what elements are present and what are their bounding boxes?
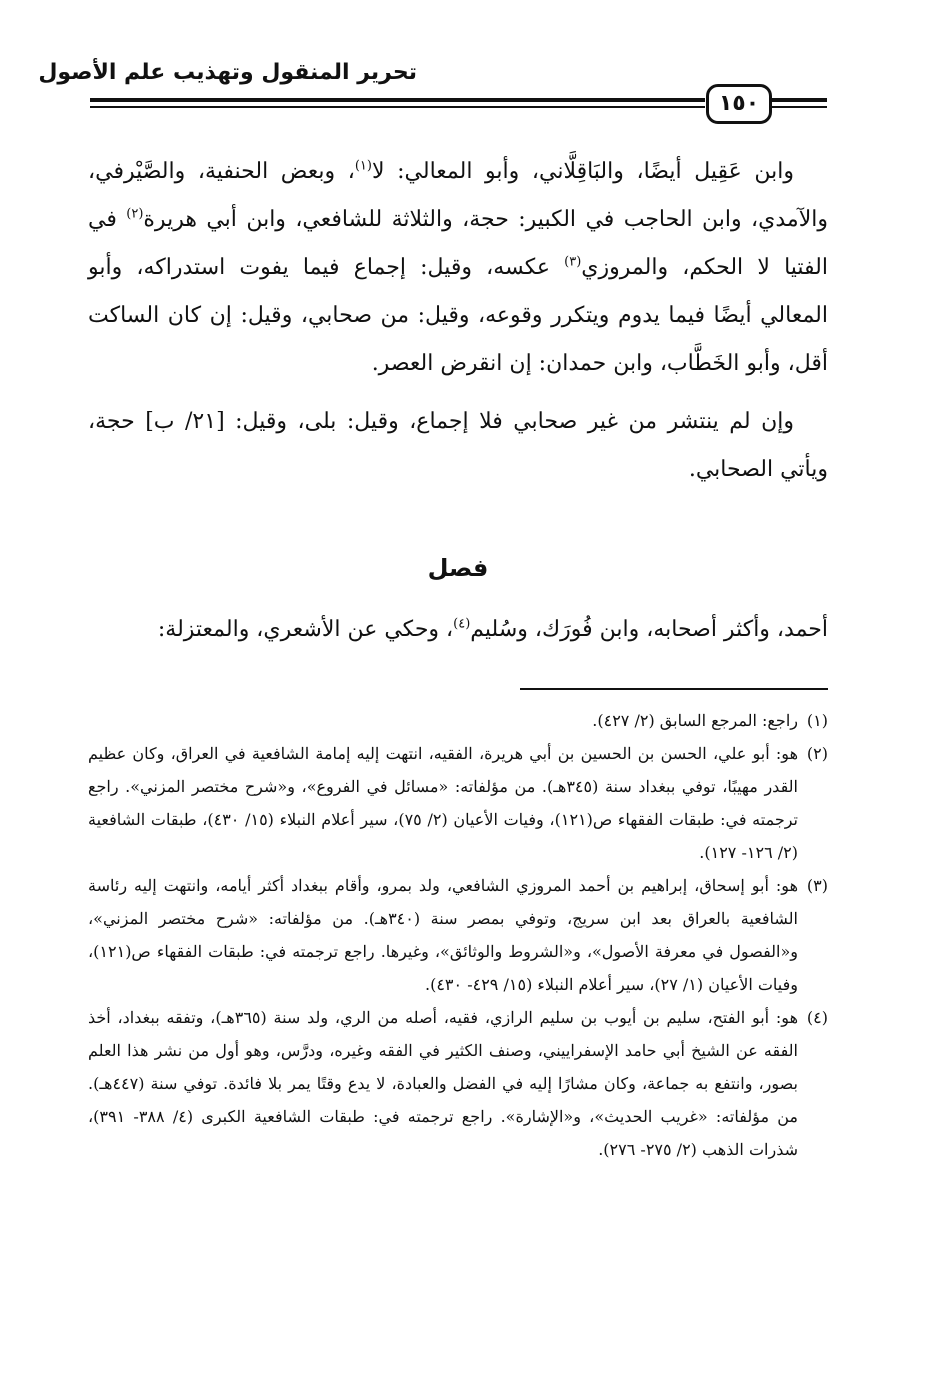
footnote-number: (٣) — [806, 876, 828, 895]
footnote-text: راجع: المرجع السابق (٢/ ٤٢٧). — [592, 711, 798, 730]
footnote-4 — [88, 1001, 828, 1166]
header-rule-right-thick — [770, 98, 827, 102]
page-number: ١٥٠ — [706, 84, 772, 124]
footnote-number: (٢) — [806, 744, 828, 763]
text-segment: في الفتيا لا الحكم، والمروزي — [88, 207, 828, 280]
paragraph-2 — [88, 398, 828, 494]
footnote-3 — [88, 869, 828, 1001]
footnote-2 — [88, 737, 828, 869]
footnote-text: هو: أبو إسحاق، إبراهيم بن أحمد المروزي الشافعي، ولد بمرو، وأقام ببغداد أكثر أيامه، وانتهت إليه رئاسة الشافعية بالعراق بعد ابن سريج، وتوفي بمصر سنة (٣٤٠هـ). من مؤلفاته: «شرح مختصر المزني»، و«الفصول في معرفة الأصول»، و«الشروط والوثائق»، وغيرها. راجع ترجمته في: طبقات الفقهاء ص(١٢١)، وفيات الأعيان (١/ ٢٧)، سير أعلام النبلاء (١٥/ ٤٢٩- ٤٣٠). — [88, 876, 798, 994]
footnote-separator — [520, 688, 828, 690]
footnote-text: هو: أبو علي، الحسن بن الحسين بن أبي هريرة، الفقيه، انتهت إليه إمامة الشافعية في العراق، وكان عظيم القدر مهيبًا، توفي ببغداد سنة (٣٤٥هـ). من مؤلفاته: «مسائل في الفروع»، و«شرح مختصر المزني». راجع ترجمته في: طبقات الفقهاء ص(١٢١)، وفيات الأعيان (٢/ ٧٥)، سير أعلام النبلاء (١٥/ ٤٣٠)، طبقات الشافعية (٢/ ١٢٦- ١٢٧). — [88, 744, 799, 862]
text-segment: عكسه، وقيل: إجماع فيما يفوت استدراكه، وأبو المعالي أيضًا فيما يدوم ويتكرر وقوعه، وقيل: من صحابي، وقيل: إن كان الساكت أقل، وأبو الخَطَّاب، وابن حمدان: إن انقرض العصر. — [88, 255, 828, 376]
running-title: تحرير المنقول وتهذيب علم الأصول — [38, 60, 417, 85]
main-text — [88, 148, 828, 494]
section-heading: فصل — [427, 554, 489, 582]
footnote-1 — [88, 704, 828, 737]
text-segment: ، وحكي عن الأشعري، والمعتزلة: — [157, 617, 454, 642]
text-segment: وابن عَقِيل أيضًا، والبَاقِلَّاني، وأبو المعالي: لا — [371, 159, 794, 184]
footnote-number: (٤) — [806, 1008, 829, 1027]
paragraph-1 — [88, 148, 828, 388]
footnote-number: (١) — [806, 711, 828, 730]
header-rule-thin — [90, 106, 705, 108]
text-segment: أحمد، وأكثر أصحابه، وابن فُورَك، وسُليم — [470, 617, 828, 642]
section-paragraph — [88, 606, 828, 654]
text-segment: ، وبعض الحنفية، والصَّيْرفي، والآمدي، وابن الحاجب في الكبير: حجة، والثلاثة للشافعي، وابن أبي هريرة — [88, 159, 828, 232]
footnote-ref-3[interactable]: (٣) — [564, 254, 582, 270]
footnotes — [88, 704, 828, 1166]
text-segment: وإن لم ينتشر من غير صحابي فلا إجماع، وقيل: بلى، وقيل: [٢١/ ب] حجة، ويأتي الصحابي. — [88, 409, 828, 482]
footnote-ref-4[interactable]: (٤) — [453, 616, 471, 632]
header-rule-right-thin — [770, 106, 827, 108]
footnote-ref-1[interactable]: (١) — [354, 158, 372, 174]
header-rule-thick — [90, 98, 705, 102]
footnote-text: هو: أبو الفتح، سليم بن أيوب بن سليم الرازي، فقيه، أصله من الري، ولد سنة (٣٦٥هـ)، وتفقه ببغداد، أخذ الفقه عن الشيخ أبي حامد الإسفراييني، وصنف الكثير في الفقه وغيره، ودرَّس، وهو أول من نشر هذا العلم بصور، وانتفع به جماعة، وكان مشارًا إليه في الفضل والعبادة، لا يدع وقتًا يمر بلا فائدة. توفي سنة (٤٤٧هـ). من مؤلفاته: «غريب الحديث»، و«الإشارة». راجع ترجمته في: طبقات الشافعية الكبرى (٤/ ٣٨٨- ٣٩١)، شذرات الذهب (٢/ ٢٧٥- ٢٧٦). — [88, 1008, 799, 1159]
footnote-ref-2[interactable]: (٢) — [126, 206, 144, 222]
